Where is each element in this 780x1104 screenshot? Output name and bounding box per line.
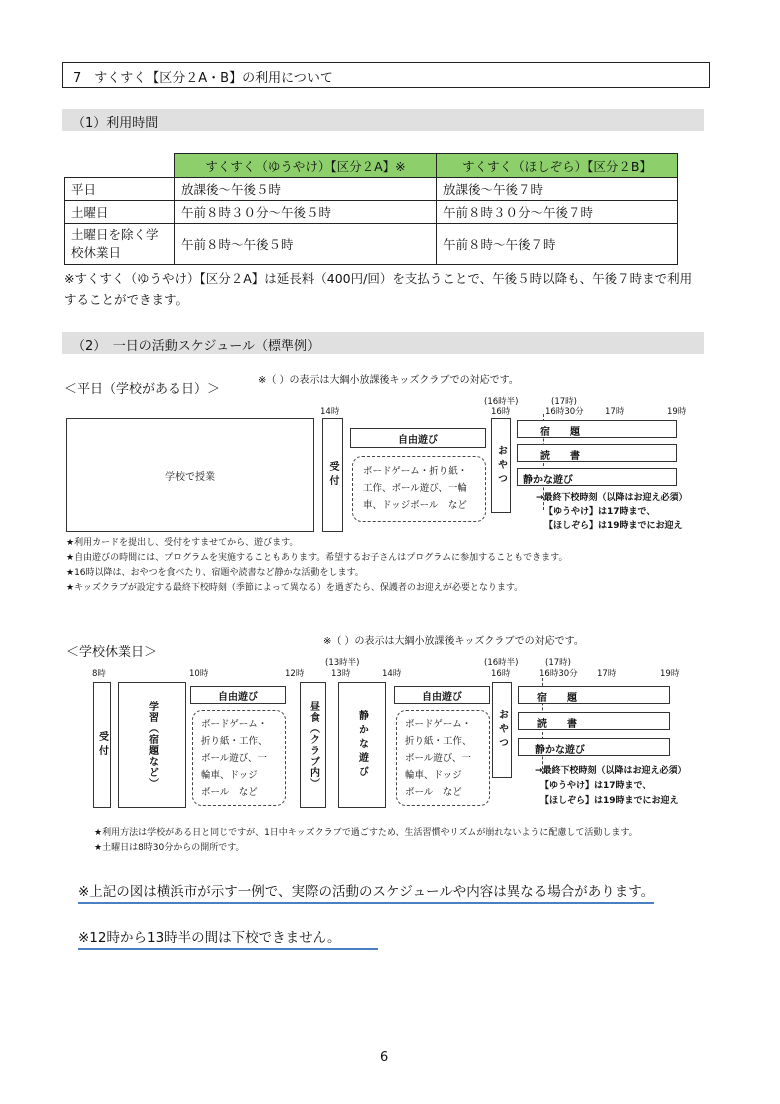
note-line: ★利用方法は学校がある日と同じですが、1日中キッズクラブで過ごすため、生活習慣やリズムが崩れないように配慮して活動します。 [94,828,638,838]
table-cell: 放課後～午後５時 [175,178,437,201]
time-label: 12時 [285,669,305,679]
activity-line: ボードゲーム・ [405,719,472,730]
reading-label: 読 書 [540,451,580,462]
table-row [65,201,678,224]
activity-line: 車、ドッジボール など [363,500,467,511]
free-play-label: 自由遊び [422,691,462,703]
activity-line: ボール など [201,787,258,798]
hoshizora-note: 【ほしぞら】は19時までにお迎え [544,521,683,531]
quiet-play-label: 静かな遊び [535,745,585,756]
free-play-activities [192,710,286,806]
activity-line: ボール遊び、一 [201,753,267,764]
activity-line: 工作、ボール遊び、一輪 [363,483,467,494]
lunch-box [300,682,326,808]
homework-label: 宿 題 [540,427,580,438]
free-play-activities-2 [396,710,490,806]
time-label: 10時 [189,669,209,679]
time-label: 19時 [660,669,680,679]
hours-table [64,153,678,265]
holiday-label: ＜学校休業日＞ [66,645,158,660]
activity-line: ボール遊び、一 [405,753,471,764]
activity-line: 折り紙・工作、 [201,736,268,747]
time-label: 16時30分 [539,669,578,679]
weekday-note-top: ※（ ）の表示は大綱小放課後キッズクラブでの対応です。 [258,375,519,386]
time-label: 16時30分 [545,407,584,417]
note-line: ★キッズクラブが設定する最終下校時刻（季節によって異なる）を過ぎたら、保護者のお迎えが必要となります。 [66,583,524,593]
weekday-notes [66,536,706,596]
yuyake-note: 【ゆうやけ】は17時まで、 [544,507,656,517]
time-label: (16時半) [484,658,519,668]
note-line: ★利用カードを提出し、受付をすませてから、遊びます。 [66,538,299,548]
note-line: ★16時以降は、おやつを食べたり、宿題や読書など静かな活動をします。 [66,568,364,578]
snack-label: おやつ [495,444,507,487]
snack-box [491,418,511,513]
table-header-empty [65,154,175,178]
lunch-label: 昼食（クラブ内） [307,701,319,789]
page-number: 6 [380,1050,389,1065]
table-cell: 放課後～午後７時 [437,178,678,201]
reception-label: 受付 [327,461,338,489]
holiday-notes [94,826,706,856]
time-label: (16時半) [484,397,519,407]
time-label: 8時 [92,669,106,679]
snack-label: おやつ [496,709,508,751]
time-label: (17時) [545,658,571,668]
quiet-play-label: 静かな遊び [523,475,573,486]
free-play-label: 自由遊び [218,691,258,703]
note-line: ★土曜日は8時30分からの開所です。 [94,843,245,853]
table-cell: 土曜日 [65,201,175,224]
activity-line: ボードゲーム・ [201,719,268,730]
free-play-box [190,686,286,704]
quiet-play-box [518,738,670,756]
reception-box [93,682,111,808]
section-title: 7 すくすく【区分２A・B】の利用について [62,62,710,88]
study-label: 学習（宿題など） [146,701,158,789]
reception-box [322,418,343,532]
time-label: 16時 [491,407,511,417]
quiet-box [338,682,386,808]
table-cell: 午前８時～午後７時 [437,224,678,265]
time-label: 16時 [491,669,511,679]
holiday-note-top: ※（ ）の表示は大綱小放課後キッズクラブでの対応です。 [323,636,584,647]
reading-box [518,712,670,730]
activity-line: ボール など [405,787,462,798]
table-header-2b: すくすく（ほしぞら）【区分２B】 [437,154,678,178]
snack-box [492,682,512,778]
time-label: 14時 [382,669,402,679]
homework-box [517,420,677,438]
footer-note: ※12時から13時半の間は下校できません。 [78,926,378,950]
time-label: 14時 [320,407,340,417]
activity-line: 輪車、ドッジ [201,770,258,781]
school-class-label: 学校で授業 [165,471,215,483]
table-row [65,178,678,201]
time-label: (13時半) [325,658,360,668]
quiet-label: 静かな遊び [356,710,368,780]
free-play-box-2 [394,686,490,704]
homework-label: 宿 題 [537,693,577,704]
free-play-box [350,428,486,448]
table-cell: 午前８時３０分～午後７時 [437,201,678,224]
free-play-label: 自由遊び [398,434,438,446]
yuyake-note: 【ゆうやけ】は17時まで、 [540,781,652,791]
section1-heading: （1）利用時間 [62,109,704,131]
extension-note: ※すくすく（ゆうやけ）【区分２A】は延長料（400円/回）を支払うことで、午後５時以降も、午後７時まで利用することができます。 [64,271,693,307]
table-cell: 午前８時３０分～午後５時 [175,201,437,224]
footer-note: ※上記の図は横浜市が示す一例で、実際の活動のスケジュールや内容は異なる場合があります。 [78,880,654,904]
free-play-activities [352,456,486,522]
time-label: 13時 [331,669,351,679]
activity-line: 折り紙・工作、 [405,736,472,747]
time-label: 17時 [605,407,625,417]
section2-heading: （2） 一日の活動スケジュール（標準例） [62,332,704,354]
weekday-label: ＜平日（学校がある日）＞ [64,382,221,397]
table-header-row [65,154,678,178]
note-line: ★自由遊びの時間には、プログラムを実施することもあります。希望するお子さんはプログラムに参加することもできます。 [66,553,568,563]
activity-line: 輪車、ドッジ [405,770,462,781]
time-label: (17時) [551,397,577,407]
homework-box [518,686,670,704]
quiet-play-box [517,468,677,486]
study-box [118,682,186,808]
time-label: 19時 [667,407,687,417]
reading-label: 読 書 [537,719,577,730]
activity-line: ボードゲーム・折り紙・ [363,466,468,477]
table-cell: 午前８時～午後５時 [175,224,437,265]
last-departure-note: →最終下校時刻（以降はお迎え必須） [535,766,687,776]
time-label: 17時 [597,669,617,679]
last-departure-note: →最終下校時刻（以降はお迎え必須） [536,493,688,503]
table-cell: 土曜日を除く学校休業日 [65,224,175,265]
reception-label: 受付 [96,731,108,759]
hoshizora-note: 【ほしぞら】は19時までにお迎え [540,796,679,806]
school-class-box [66,418,314,532]
reading-box [517,444,677,462]
table-cell: 平日 [65,178,175,201]
table-row [65,224,678,265]
table-header-2a: すくすく（ゆうやけ）【区分２A】※ [175,154,437,178]
